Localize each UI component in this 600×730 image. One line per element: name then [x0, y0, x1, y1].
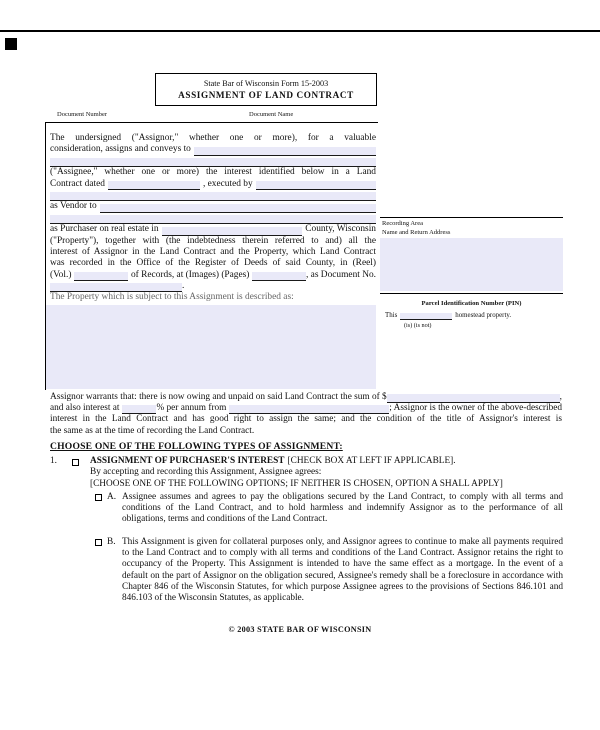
assignment-types-heading: CHOOSE ONE OF THE FOLLOWING TYPES OF ASSIGNMENT:	[50, 441, 343, 452]
option-b	[95, 537, 563, 604]
body-line-4	[50, 167, 376, 178]
form-series: State Bar of Wisconsin Form 15-2003	[203, 79, 329, 88]
option-a-letter: A.	[107, 492, 117, 502]
body-text: The undersigned ("Assignor," whether one or more), for a valuable	[50, 133, 376, 143]
document-name-label: Document Name	[249, 111, 294, 118]
copyright-footer: © 2003 STATE BAR OF WISCONSIN	[228, 625, 372, 634]
homestead-suffix: homestead property.	[455, 312, 512, 319]
body-line-11	[50, 247, 376, 258]
homestead-row	[385, 311, 560, 320]
warranty-paragraph	[50, 392, 562, 437]
warranty-line-3	[50, 414, 562, 425]
body-line-14	[50, 281, 376, 292]
option-a-checkbox[interactable]	[95, 494, 102, 501]
item-number: 1.	[50, 455, 57, 466]
name-return-address-field[interactable]	[380, 238, 563, 291]
executed-by-field[interactable]	[256, 181, 376, 190]
images-pages-field[interactable]	[252, 272, 306, 281]
body-text: ,	[559, 391, 562, 402]
warranty-line-2	[50, 403, 562, 414]
body-line-9	[50, 224, 376, 235]
item-title: ASSIGNMENT OF PURCHASER'S INTEREST	[90, 455, 285, 466]
reel-vol-field[interactable]	[74, 272, 128, 281]
recording-area-label: Recording Area	[382, 220, 423, 227]
option-b-text: This Assignment is given for collateral purposes only, and Assignor agrees to continue to make all payments required to the Land Contract and to comply with all terms and conditions of the Land Contract. Assignor retains the right to occupancy of the Property. This Assignment is intended to have the same effect as a mortgage. In the event of a default on the part of Assignor on the obligation secured, Assignee's remedy shall be a foreclosure in accordance with Chapter 846 of the Wisconsin Statutes, for which purpose Assignee agrees to the provisions of Sections 846.101 and 846.103 of the Wisconsin Statutes, as applicable.	[122, 537, 563, 604]
body-line-2	[50, 144, 376, 155]
form-title: ASSIGNMENT OF LAND CONTRACT	[178, 90, 354, 100]
body-text: of Records, at (Images) (Pages)	[130, 269, 250, 280]
body-line-12	[50, 258, 376, 269]
option-b-letter: B.	[107, 537, 116, 547]
body-text: Contract dated	[50, 178, 105, 189]
body-text: The Property which is subject to this Assignment is described as:	[50, 292, 294, 303]
body-text: , executed by	[202, 178, 253, 189]
interest-from-date-field[interactable]	[229, 405, 389, 414]
body-text: ("Property"), together with (the indebtedness therein referred to and) all the	[50, 235, 376, 246]
body-text: the same as at the time of recording the Land Contract.	[50, 425, 255, 436]
item-1-line-2: By accepting and recording this Assignment, Assignee agrees:	[90, 467, 322, 478]
corner-mark	[5, 38, 17, 50]
body-line-7	[50, 201, 376, 212]
body-text: Assignor warrants that: there is now owing and unpaid on said Land Contract the sum of $	[50, 391, 387, 402]
vendor-to-field-continued[interactable]	[50, 215, 376, 224]
assignment-item-1	[50, 456, 562, 490]
body-line-3	[50, 156, 376, 167]
item-1-line-3: [CHOOSE ONE OF THE FOLLOWING OPTIONS; IF NEITHER IS CHOSEN, OPTION A SHALL APPLY]	[90, 478, 503, 489]
warranty-line-4	[50, 426, 562, 437]
body-text: interest in the Land Contract and has good right to assign the same; and the condition of the title of Assignor's interest is	[50, 414, 562, 425]
body-text: ("Assignee," whether one or more) the interest identified below in a Land	[50, 167, 376, 178]
body-text: and also interest at	[50, 403, 120, 414]
property-description-field[interactable]	[46, 305, 376, 389]
executed-by-field-continued[interactable]	[50, 192, 376, 201]
option-a-text: Assignee assumes and agrees to pay the obligations secured by the Land Contract, to comply with all terms and conditions of the Land Contract, and to hold harmless and indemnify Assignor as to the performance of all obligations, terms and conditions of the Land Contract.	[122, 492, 563, 525]
contract-date-field[interactable]	[108, 181, 200, 190]
vendor-to-field[interactable]	[100, 204, 376, 213]
body-text: (Vol.)	[50, 269, 72, 280]
body-text: % per annum from	[156, 403, 227, 414]
body-text: County, Wisconsin	[305, 224, 376, 235]
recording-area-rule	[380, 217, 563, 218]
body-text: was recorded in the Office of the Register of Deeds of said County, in (Reel)	[50, 258, 376, 269]
form-header-box	[155, 73, 377, 106]
document-number-label: Document Number	[57, 111, 108, 118]
body-text: ; Assignor is the owner of the above-described	[389, 403, 562, 414]
pin-rule	[380, 293, 563, 294]
body-line-6	[50, 190, 376, 201]
homestead-prefix: This	[385, 312, 398, 319]
main-text-column	[50, 133, 376, 304]
scan-top-edge	[0, 30, 600, 32]
body-text: , as Document No.	[305, 269, 377, 280]
property-description-label	[50, 292, 376, 303]
assignee-name-field-continued[interactable]	[50, 158, 376, 167]
homestead-hint: (is) (is not)	[404, 322, 432, 329]
warranty-line-1	[50, 392, 562, 403]
homestead-field[interactable]	[400, 313, 452, 320]
body-line-5	[50, 179, 376, 190]
header-rule	[45, 122, 378, 123]
assignee-name-field[interactable]	[194, 147, 376, 156]
name-return-address-label: Name and Return Address	[382, 229, 451, 236]
document-no-field[interactable]	[50, 281, 185, 292]
body-text: as Purchaser on real estate in	[50, 224, 159, 235]
purchaser-interest-checkbox[interactable]	[72, 459, 79, 466]
body-text: consideration, assigns and conveys to	[50, 144, 191, 155]
item-1-title-row	[50, 456, 562, 467]
option-a	[95, 492, 563, 526]
option-b-checkbox[interactable]	[95, 539, 102, 546]
body-line-8	[50, 213, 376, 224]
county-field[interactable]	[162, 227, 303, 236]
body-text: .	[182, 281, 185, 292]
body-text: interest of Assignor in the Land Contract and the Property, which Land Contract	[50, 246, 376, 257]
body-line-13	[50, 270, 376, 281]
interest-rate-field[interactable]	[122, 405, 156, 414]
body-line-10	[50, 236, 376, 247]
body-line-1	[50, 133, 376, 144]
body-text: as Vendor to	[50, 201, 97, 212]
pin-label: Parcel Identification Number (PIN)	[421, 300, 522, 307]
item-note: [CHECK BOX AT LEFT IF APPLICABLE].	[287, 455, 456, 466]
sum-owing-field[interactable]	[387, 391, 562, 403]
